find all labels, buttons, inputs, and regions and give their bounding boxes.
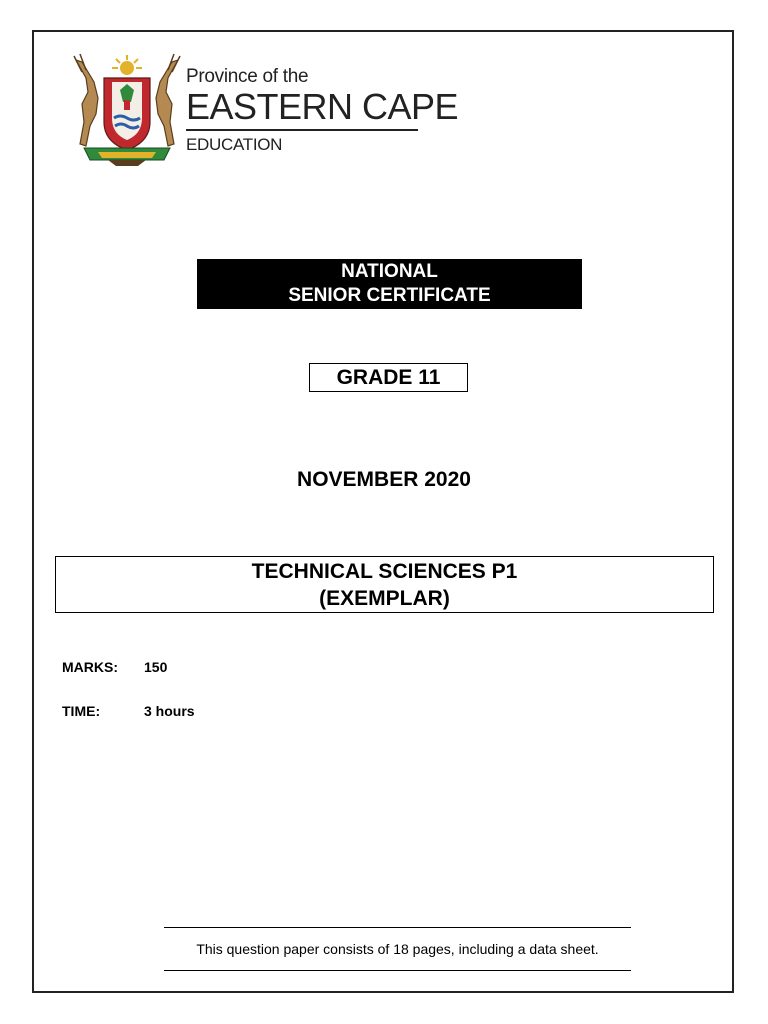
logo-wordmark [186, 66, 459, 155]
certificate-line-1: NATIONAL [341, 261, 438, 282]
footer-top-rule [164, 927, 631, 928]
certificate-banner [197, 259, 582, 309]
sun-rays-icon [112, 55, 142, 75]
subject-subtitle: (EXEMPLAR) [319, 587, 450, 610]
marks-label: MARKS: [62, 659, 118, 675]
department-logo [68, 52, 459, 170]
right-antelope-icon [156, 60, 178, 146]
footer-bottom-rule [164, 970, 631, 971]
subject-title-box [55, 556, 714, 613]
subject-title: TECHNICAL SCIENCES P1 [251, 560, 518, 583]
left-antelope-icon [76, 60, 98, 146]
logo-department-text: EDUCATION [186, 135, 283, 154]
marks-value: 150 [144, 659, 168, 675]
coat-of-arms-icon [68, 52, 186, 170]
page-count-note: This question paper consists of 18 pages, including a data sheet. [196, 941, 599, 957]
marks-row [62, 658, 167, 676]
time-label: TIME: [62, 703, 101, 719]
logo-region-text: EASTERN CAPE [186, 86, 459, 127]
grade-label: GRADE 11 [309, 363, 468, 392]
logo-province-text: Province of the [186, 66, 309, 87]
time-value: 3 hours [144, 703, 195, 719]
page-frame [32, 30, 734, 993]
time-row [62, 702, 195, 720]
shield-icon [104, 78, 150, 150]
certificate-line-2: SENIOR CERTIFICATE [288, 285, 491, 306]
exam-date: NOVEMBER 2020 [297, 468, 471, 491]
logo-divider [186, 129, 418, 131]
